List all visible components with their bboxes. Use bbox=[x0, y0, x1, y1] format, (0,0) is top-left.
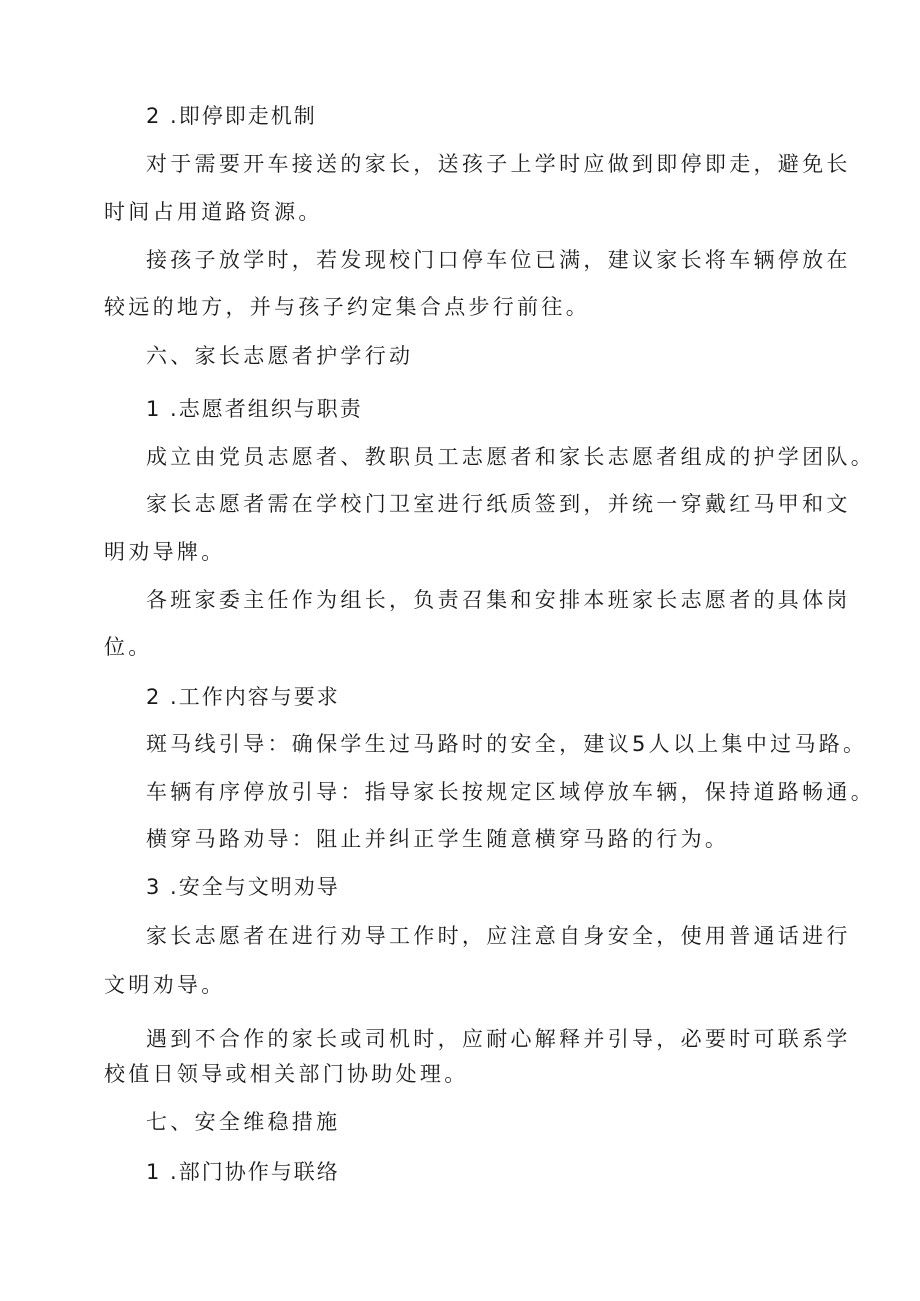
section-heading-volunteers: 六、家长志愿者护学行动 bbox=[146, 344, 414, 368]
paragraph-line: 横穿马路劝导：阻止并纠正学生随意横穿马路的行为。 bbox=[146, 827, 730, 851]
paragraph-line: 较远的地方，并与孩子约定集合点步行前往。 bbox=[104, 295, 590, 319]
paragraph-line: 接孩子放学时，若发现校门口停车位已满，建议家长将车辆停放在 bbox=[146, 248, 851, 272]
paragraph-line: 家长志愿者需在学校门卫室进行纸质签到，并统一穿戴红马甲和文 bbox=[146, 492, 851, 516]
section-heading-security: 七、安全维稳措施 bbox=[146, 1110, 341, 1134]
paragraph-line: 车辆有序停放引导：指导家长按规定区域停放车辆，保持道路畅通。 bbox=[146, 780, 875, 804]
paragraph-line: 斑马线引导：确保学生过马路时的安全，建议5人以上集中过马路。 bbox=[146, 732, 868, 756]
paragraph-line: 成立由党员志愿者、教职员工志愿者和家长志愿者组成的护学团队。 bbox=[146, 445, 875, 469]
subheading-volunteer-organization: 1 .志愿者组织与职责 bbox=[146, 397, 363, 421]
paragraph-line: 家长志愿者在进行劝导工作时，应注意自身安全，使用普通话进行 bbox=[146, 924, 851, 948]
subheading-safety-persuasion: 3 .安全与文明劝导 bbox=[146, 875, 340, 899]
subheading-immediate-stop: 2 .即停即走机制 bbox=[146, 104, 317, 128]
paragraph-line: 位。 bbox=[104, 635, 153, 659]
paragraph-line: 校值日领导或相关部门协助处理。 bbox=[104, 1062, 469, 1086]
paragraph-line: 文明劝导。 bbox=[104, 973, 226, 997]
subheading-department-coordination: 1 .部门协作与联络 bbox=[146, 1160, 340, 1184]
subheading-work-content: 2 .工作内容与要求 bbox=[146, 685, 340, 709]
paragraph-line: 对于需要开车接送的家长，送孩子上学时应做到即停即走，避免长 bbox=[146, 152, 851, 176]
paragraph-line: 遇到不合作的家长或司机时，应耐心解释并引导，必要时可联系学 bbox=[146, 1027, 851, 1051]
paragraph-line: 明劝导牌。 bbox=[104, 540, 226, 564]
paragraph-line: 各班家委主任作为组长，负责召集和安排本班家长志愿者的具体岗 bbox=[146, 588, 851, 612]
paragraph-line: 时间占用道路资源。 bbox=[104, 200, 323, 224]
